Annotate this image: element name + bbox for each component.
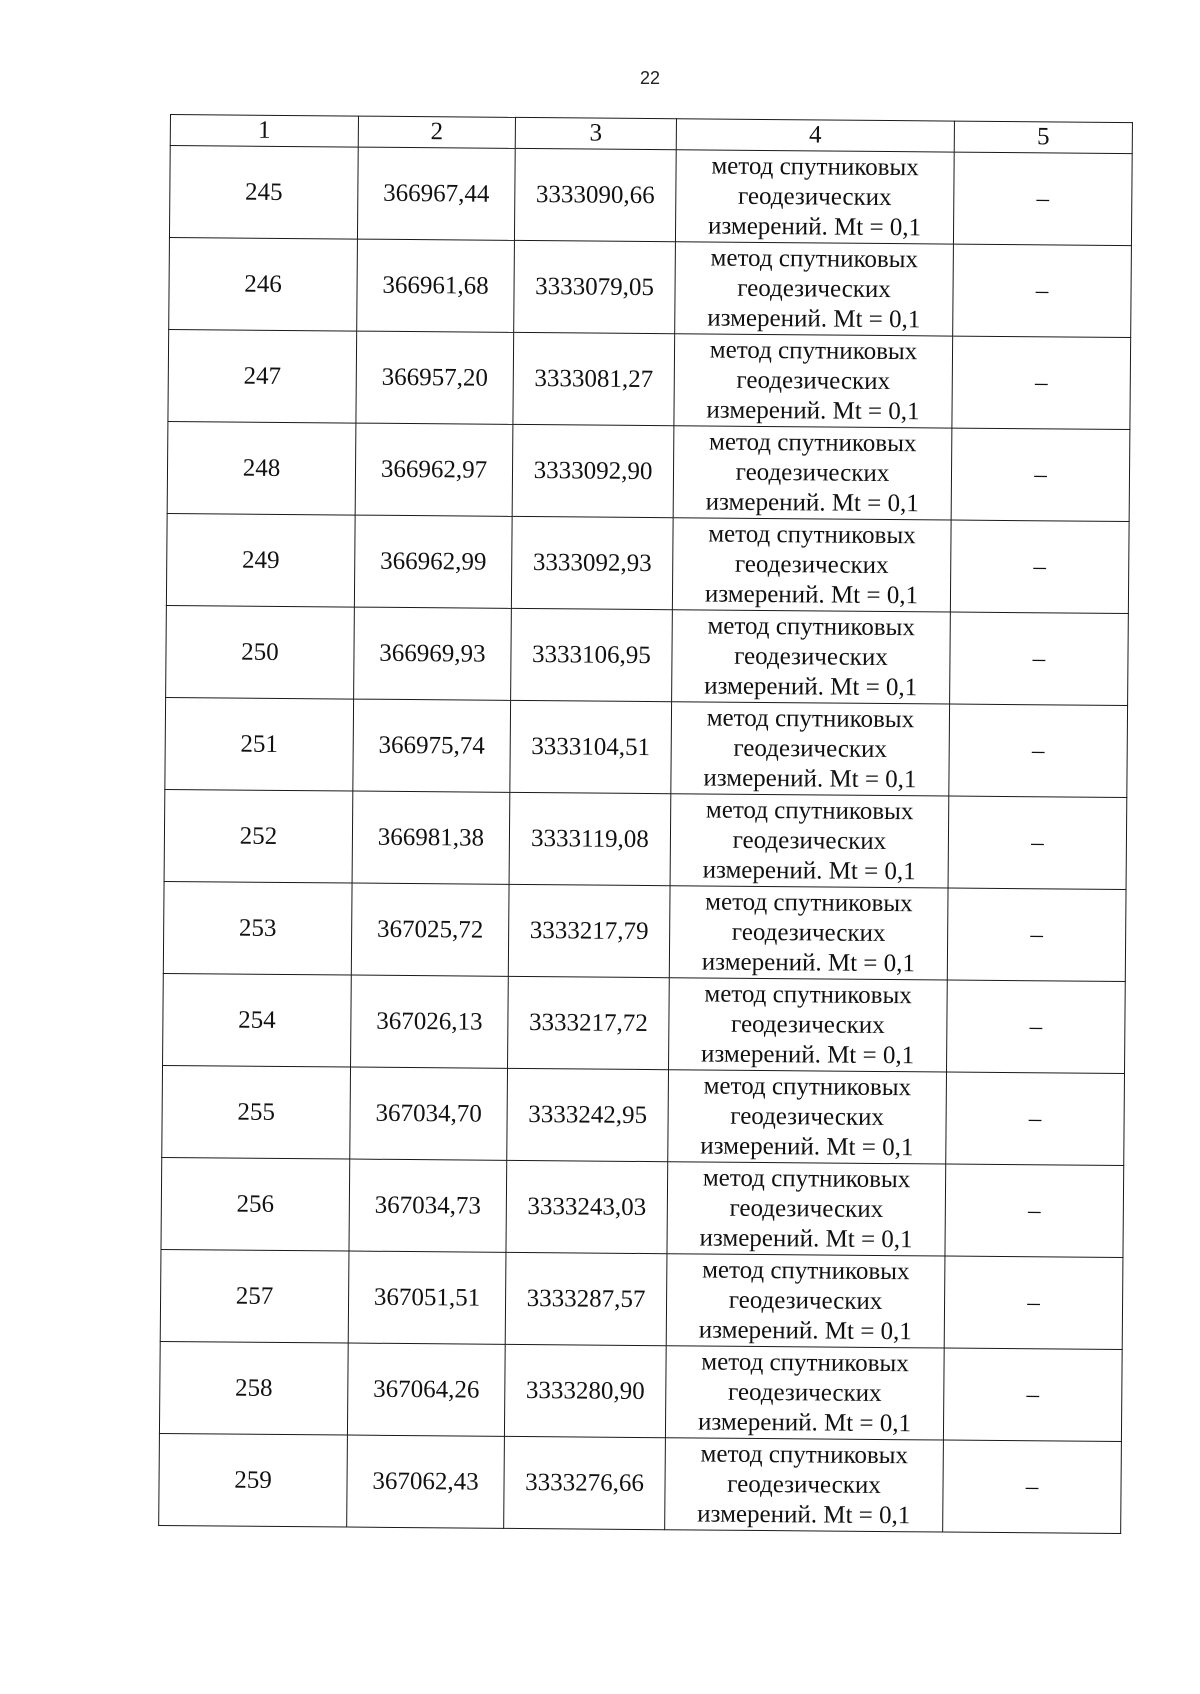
method-line: геодезических <box>727 1378 882 1407</box>
method-line: измерений. Mt = 0,1 <box>698 1315 912 1345</box>
coordinate-x-cell: 366962,99 <box>354 515 512 608</box>
coordinate-x-cell: 366975,74 <box>353 699 511 792</box>
table-row <box>165 697 1128 797</box>
table-row <box>162 1065 1125 1165</box>
note-cell: – <box>947 980 1126 1073</box>
method-line: измерений. Mt = 0,1 <box>697 1407 912 1437</box>
table-row <box>160 1249 1123 1349</box>
point-number-cell: 253 <box>163 881 352 975</box>
method-cell <box>669 978 948 1072</box>
point-number-cell: 248 <box>167 421 356 515</box>
table-row <box>166 513 1129 613</box>
coordinate-x-cell: 367034,73 <box>349 1159 507 1252</box>
column-header-2: 2 <box>358 116 515 148</box>
method-line: измерений. Mt = 0,1 <box>707 304 921 333</box>
coordinate-x-cell: 366957,20 <box>356 331 514 424</box>
note-cell: – <box>946 1072 1125 1165</box>
note-cell: – <box>943 1440 1122 1533</box>
coordinate-y-cell: 3333090,66 <box>514 148 676 241</box>
method-cell <box>671 702 950 796</box>
method-cell <box>669 886 948 980</box>
method-line: геодезических <box>733 734 888 763</box>
column-header-4: 4 <box>676 119 954 152</box>
table-row <box>159 1341 1122 1441</box>
column-header-5: 5 <box>954 121 1132 153</box>
column-header-1: 1 <box>170 115 358 148</box>
table-row <box>167 421 1130 521</box>
point-number-cell: 255 <box>162 1065 351 1159</box>
table-row <box>169 237 1132 337</box>
method-line: метод спутниковых <box>703 1072 912 1101</box>
method-line: геодезических <box>734 550 889 579</box>
method-line: геодезических <box>736 366 891 395</box>
method-line: измерений. Mt = 0,1 <box>702 855 916 885</box>
method-line: геодезических <box>735 458 890 487</box>
note-cell: – <box>953 244 1132 337</box>
method-cell <box>668 1070 947 1164</box>
coordinate-y-cell: 3333092,93 <box>511 516 673 609</box>
method-line: метод спутниковых <box>711 152 919 181</box>
coordinate-y-cell: 3333287,57 <box>505 1252 667 1345</box>
method-cell <box>675 150 954 244</box>
method-line: метод спутниковых <box>701 1347 909 1377</box>
point-number-cell: 250 <box>166 605 355 699</box>
point-number-cell: 256 <box>161 1157 350 1251</box>
coordinate-x-cell: 367064,26 <box>347 1343 505 1436</box>
coordinate-x-cell: 366981,38 <box>352 791 510 884</box>
method-line: измерений. Mt = 0,1 <box>704 671 918 701</box>
method-cell <box>665 1438 944 1532</box>
method-line: метод спутниковых <box>705 888 913 917</box>
method-cell <box>672 610 951 704</box>
method-line: метод спутниковых <box>706 704 915 733</box>
coordinate-y-cell: 3333280,90 <box>504 1344 666 1437</box>
coordinate-x-cell: 366969,93 <box>354 607 512 700</box>
method-line: измерений. Mt = 0,1 <box>707 212 922 241</box>
method-line: измерений. Mt = 0,1 <box>700 1131 914 1161</box>
note-cell: – <box>947 888 1126 981</box>
coordinate-y-cell: 3333079,05 <box>514 240 676 333</box>
coordinate-y-cell: 3333081,27 <box>513 332 675 425</box>
note-cell: – <box>948 796 1127 889</box>
point-number-cell: 254 <box>163 973 352 1067</box>
method-line: метод спутниковых <box>702 1164 911 1193</box>
method-line: геодезических <box>737 182 892 211</box>
point-number-cell: 245 <box>169 146 358 240</box>
table-body <box>159 146 1133 1534</box>
method-line: геодезических <box>732 826 887 855</box>
method-line: метод спутниковых <box>705 796 914 825</box>
method-line: измерений. Mt = 0,1 <box>700 1039 915 1069</box>
note-cell: – <box>950 520 1129 613</box>
coordinate-y-cell: 3333276,66 <box>504 1436 666 1529</box>
point-number-cell: 252 <box>164 789 353 883</box>
method-line: геодезических <box>727 1470 881 1499</box>
table-row <box>169 146 1132 246</box>
method-line: измерений. Mt = 0,1 <box>704 579 919 609</box>
method-line: измерений. Mt = 0,1 <box>703 763 917 793</box>
method-line: геодезических <box>729 1194 884 1223</box>
point-number-cell: 258 <box>159 1341 348 1435</box>
method-line: метод спутниковых <box>708 428 917 457</box>
method-line: геодезических <box>730 1010 885 1039</box>
method-line: метод спутниковых <box>707 612 916 641</box>
method-cell <box>675 242 954 336</box>
table-row <box>159 1433 1122 1533</box>
point-number-cell: 249 <box>166 513 355 607</box>
coordinate-y-cell: 3333217,79 <box>508 884 670 977</box>
point-number-cell: 257 <box>160 1249 349 1343</box>
point-number-cell: 259 <box>159 1433 348 1527</box>
note-cell: – <box>953 152 1132 245</box>
coordinate-y-cell: 3333243,03 <box>506 1160 668 1253</box>
method-line: метод спутниковых <box>702 1255 910 1285</box>
coordinate-y-cell: 3333104,51 <box>510 700 672 793</box>
method-cell <box>670 794 949 888</box>
coordinate-x-cell: 367034,70 <box>350 1067 508 1160</box>
coordinate-x-cell: 366967,44 <box>357 147 515 240</box>
table-row <box>166 605 1129 705</box>
coordinate-x-cell: 367062,43 <box>347 1435 505 1528</box>
method-line: метод спутниковых <box>700 1439 909 1469</box>
method-line: измерений. Mt = 0,1 <box>699 1223 913 1253</box>
page-number: 22 <box>639 68 661 88</box>
method-line: геодезических <box>730 1102 885 1131</box>
method-line: измерений. Mt = 0,1 <box>701 947 916 977</box>
method-line: метод спутниковых <box>710 244 919 273</box>
table-row <box>161 1157 1124 1257</box>
method-line: метод спутниковых <box>709 336 918 365</box>
note-cell: – <box>945 1164 1124 1257</box>
coordinate-y-cell: 3333106,95 <box>511 608 673 701</box>
coordinate-y-cell: 3333119,08 <box>509 792 671 885</box>
note-cell: – <box>943 1348 1122 1441</box>
method-cell <box>667 1162 946 1256</box>
method-line: измерений. Mt = 0,1 <box>697 1499 911 1529</box>
method-line: метод спутниковых <box>704 980 912 1009</box>
note-cell: – <box>950 612 1129 705</box>
table-row <box>163 881 1126 981</box>
method-cell <box>674 334 953 428</box>
method-line: метод спутниковых <box>708 520 916 549</box>
coordinate-y-cell: 3333242,95 <box>507 1068 669 1161</box>
coordinate-x-cell: 366961,68 <box>357 239 515 332</box>
table-row <box>168 329 1131 429</box>
note-cell: – <box>951 428 1130 521</box>
method-line: измерений. Mt = 0,1 <box>705 488 919 517</box>
coordinate-x-cell: 367025,72 <box>351 883 509 976</box>
table-row <box>163 973 1126 1073</box>
method-cell <box>665 1346 944 1440</box>
method-line: геодезических <box>734 642 888 671</box>
coordinate-x-cell: 367051,51 <box>348 1251 506 1344</box>
table-row <box>164 789 1127 889</box>
coordinate-y-cell: 3333092,90 <box>512 424 674 517</box>
coordinate-x-cell: 366962,97 <box>355 423 513 516</box>
point-number-cell: 247 <box>168 329 357 423</box>
coordinate-x-cell: 367026,13 <box>351 975 509 1068</box>
point-number-cell: 246 <box>169 237 358 331</box>
point-number-cell: 251 <box>165 697 354 791</box>
method-line: геодезических <box>737 274 891 303</box>
column-header-3: 3 <box>515 117 676 149</box>
method-line: измерений. Mt = 0,1 <box>706 396 920 425</box>
method-line: геодезических <box>728 1286 883 1315</box>
method-line: геодезических <box>731 918 886 947</box>
method-cell <box>666 1254 945 1348</box>
method-cell <box>672 518 951 612</box>
note-cell: – <box>952 336 1131 429</box>
coordinate-y-cell: 3333217,72 <box>508 976 670 1069</box>
note-cell: – <box>944 1256 1123 1349</box>
coordinates-table <box>158 114 1133 1534</box>
method-cell <box>673 426 952 520</box>
note-cell: – <box>949 704 1128 797</box>
